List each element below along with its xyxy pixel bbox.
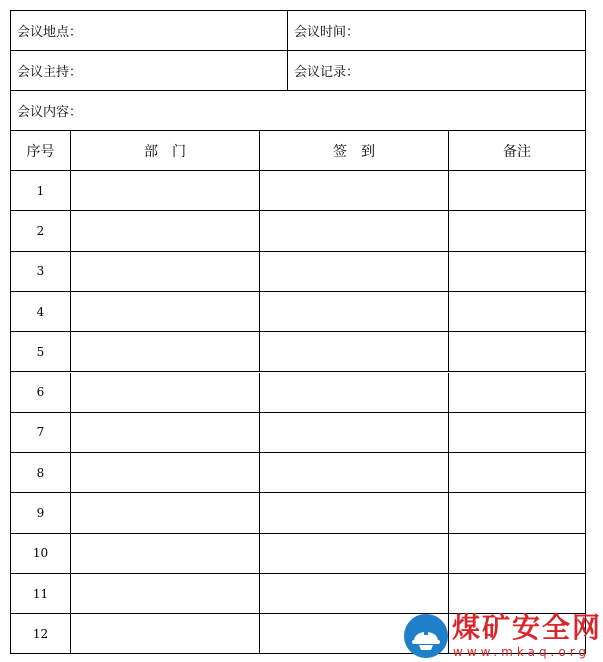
row-remarks-cell (449, 292, 586, 332)
row-serial-cell (11, 252, 71, 292)
meeting-signin-sheet (10, 10, 586, 654)
header-signin-label: 签 到 (333, 143, 375, 160)
row-serial-number: 5 (36, 344, 45, 359)
row-remarks-cell (449, 332, 586, 372)
meeting-time-label: 会议时间： (294, 25, 360, 40)
row-serial-number: 11 (32, 586, 49, 601)
row-serial-cell (11, 373, 71, 413)
row-remarks-cell (449, 413, 586, 453)
row-remarks-cell (449, 453, 586, 493)
header-serial-label: 序号 (26, 143, 55, 160)
row-signin-cell (260, 373, 449, 413)
row-department-cell (71, 614, 260, 654)
row-department-cell (71, 373, 260, 413)
row-serial-cell (11, 614, 71, 654)
row-serial-number: 6 (36, 385, 45, 400)
watermark-title: 煤矿安全网 (452, 611, 603, 644)
row-serial-cell (11, 453, 71, 493)
row-signin-cell (260, 211, 449, 251)
row-serial-number: 10 (32, 546, 49, 561)
row-signin-cell (260, 493, 449, 533)
row-serial-number: 2 (36, 223, 45, 238)
row-remarks-cell (449, 574, 586, 614)
row-department-cell (71, 171, 260, 211)
row-serial-number: 12 (32, 626, 49, 641)
row-serial-cell (11, 332, 71, 372)
row-department-cell (71, 493, 260, 533)
meeting-content-field (11, 91, 586, 131)
row-serial-cell (11, 292, 71, 332)
row-signin-cell (260, 252, 449, 292)
row-remarks-cell (449, 211, 586, 251)
meeting-recorder-field (288, 51, 586, 91)
meeting-recorder-label: 会议记录： (294, 65, 360, 80)
row-department-cell (71, 292, 260, 332)
row-serial-cell (11, 171, 71, 211)
row-department-cell (71, 453, 260, 493)
row-remarks-cell (449, 252, 586, 292)
row-department-cell (71, 413, 260, 453)
row-serial-number: 9 (36, 506, 45, 521)
hardhat-icon (404, 614, 448, 658)
row-serial-number: 8 (36, 465, 45, 480)
header-department-label: 部 门 (144, 143, 186, 160)
row-signin-cell (260, 171, 449, 211)
row-serial-cell (11, 534, 71, 574)
meeting-host-field (11, 51, 288, 91)
row-department-cell (71, 332, 260, 372)
row-signin-cell (260, 574, 449, 614)
header-remarks-label: 备注 (503, 143, 531, 160)
row-signin-cell (260, 292, 449, 332)
meeting-location-field (11, 11, 288, 51)
meeting-host-label: 会议主持： (17, 65, 83, 80)
header-signin (260, 131, 449, 171)
row-signin-cell (260, 332, 449, 372)
row-department-cell (71, 252, 260, 292)
row-remarks-cell (449, 534, 586, 574)
meeting-time-field (288, 11, 586, 51)
watermark-url: www.mkaq.org (453, 645, 591, 659)
row-serial-cell (11, 574, 71, 614)
row-department-cell (71, 534, 260, 574)
row-remarks-cell (449, 373, 586, 413)
row-serial-number: 7 (36, 425, 45, 440)
row-serial-number: 1 (36, 183, 45, 198)
watermark (404, 612, 603, 662)
row-remarks-cell (449, 493, 586, 533)
row-signin-cell (260, 453, 449, 493)
row-serial-number: 4 (36, 304, 45, 319)
meeting-content-label: 会议内容： (17, 105, 83, 120)
row-serial-cell (11, 493, 71, 533)
row-department-cell (71, 574, 260, 614)
row-signin-cell (260, 413, 449, 453)
row-serial-cell (11, 211, 71, 251)
row-remarks-cell (449, 171, 586, 211)
row-serial-cell (11, 413, 71, 453)
meeting-location-label: 会议地点： (17, 25, 83, 40)
header-department (71, 131, 260, 171)
row-signin-cell (260, 534, 449, 574)
row-serial-number: 3 (36, 264, 45, 279)
header-serial (11, 131, 71, 171)
header-remarks (449, 131, 586, 171)
row-department-cell (71, 211, 260, 251)
